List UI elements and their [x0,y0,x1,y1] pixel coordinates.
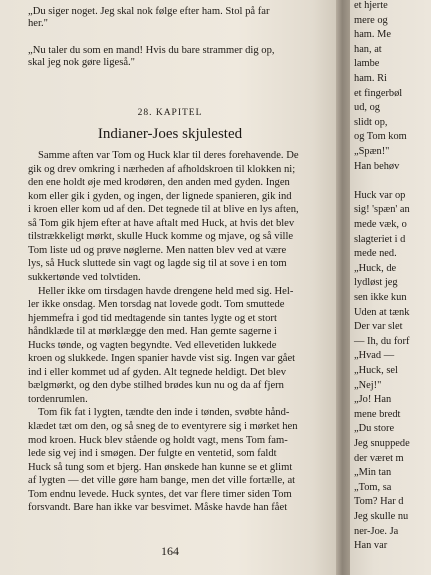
text-line: Hucks tønde, og vagten begyndte. Ved ellevetiden lukkede [28,339,277,351]
text-line: der været m [354,452,404,464]
text-line: ham. Me [354,29,391,41]
text-line: ner-Joe. Ja [354,525,399,537]
text-line: Huck så tung som et bjerg. Han ønskede han kunne se et glimt [28,461,293,473]
text-line: „Spæn!" [354,146,390,157]
page-number: 164 [161,544,179,558]
text-line: slidt op, [354,116,388,128]
text-line: et hjerte [354,0,388,11]
text-line: „Du siger noget. Jeg skal nok følge efter ham. Stol på far [28,6,270,17]
text-line: mere og [354,14,388,26]
text-line: klædet tæt om den, og så sneg de to eventyrere sig i mørket hen [28,421,298,432]
text-line: ham. Ri [354,73,387,84]
text-line: et fingerbøl [354,87,403,99]
text-line: Han var [354,540,388,552]
text-line: „Du store [354,423,395,435]
text-line: „Jo! Han [354,394,392,406]
text-line: Tom? Har d [354,496,404,508]
text-line: gik og drev omkring i nærheden af afholdskroen til klokken ni; [28,163,296,175]
text-line: ler ikke onsdag. Men torsdag nat lovede godt. Tom smuttede [28,299,285,311]
text-line: tordenrumlen. [28,393,88,405]
text-line: skal jeg nok gøre ligeså." [28,57,135,68]
text-line: bælgmørkt, og den dybe stilhed brødes kun nu og da af fjern [28,380,284,392]
text-line: sig! 'spæn' an [354,204,410,216]
text-line: forsvandt. Bare han ikke var besvimet. Måske havde han fået [28,502,288,514]
text-line: kroen og slukkede. Ingen spanier havde vist sig. Ingen var gået [28,353,296,365]
text-line: sukkertønde ved tolvtiden. [28,271,141,283]
text-line: her." [28,18,48,29]
text-line: ud, og [354,102,380,114]
text-line: „Tom, sa [354,481,392,493]
book-gutter [336,0,350,575]
text-line: „Nej!" [354,379,382,391]
text-line: Tom fik fat i lygten, tændte den inde i tønden, svøbte hånd- [38,407,290,419]
text-line: hjemmefra i god tid medtagende sin tantes lygte og et stort [28,312,277,324]
chapter-number: 28. KAPITEL [137,108,203,118]
text-line: han, at [354,43,382,55]
text-line: lambe [354,58,380,70]
text-line: slagteriet i d [354,233,406,245]
text-line: „Min tan [354,467,392,479]
text-line: af lygten — det ville gøre ham bange, men det ville fortælle, at [28,475,296,487]
text-line: ind i eller kommet ud af gyden. Alt tegnede heldigt. Det blev [28,366,287,378]
text-line: Han behøv [354,160,400,172]
text-line: Samme aften var Tom og Huck klar til deres forehavende. De [38,150,299,161]
text-line: „Huck, sel [354,365,398,376]
text-line: så Tom gik hjem efter at have aftalt med Huck, at hvis det blev [28,217,295,229]
text-line: sen ikke kun [354,292,407,303]
text-line: mod kroen. Huck blev stående og holdt vagt, mens Tom fam- [28,434,288,446]
text-line: Heller ikke om tirsdagen havde drengene held med sig. Hel- [38,285,294,297]
text-line: lys, så Huck sluttede sin vagt og lagde sig til at sove i en tom [28,258,287,270]
chapter-title: Indianer-Joes skjulested [97,126,243,142]
text-line: „Huck, de [354,262,397,274]
text-line: kom eller gik i gyden, og ingen, der lignede spanieren, gik ind [28,190,292,202]
text-line: håndklæde til at mørklægge den med. Han gemte sagerne i [28,326,277,338]
text-line: „Hvad — [354,350,395,362]
text-line: mene bredt [354,408,401,420]
text-line: Jeg snuppede [354,438,410,449]
text-line: Huck var op [354,189,406,201]
text-line: og Tom kom [354,131,407,143]
text-line: den ene holdt øje med krodøren, den anden med gyden. Ingen [28,177,290,189]
text-line: lydløst jeg [354,277,398,289]
text-line: — Ih, du forf [354,335,410,347]
right-page [350,0,431,575]
text-line: mede ned. [354,248,397,260]
text-line: lede sig vej ind i smøgen. Der fulgte en ventetid, som faldt [28,448,277,460]
text-line: i kroen eller kom ud af den. Det tegnede til at blive en lys aften, [28,204,299,216]
text-line: Tom liste ud og prøve nøglerne. Men natten blev ved at være [28,244,287,256]
text-line: Jeg skulle nu [354,511,409,522]
text-line: mede væk, o [354,219,407,230]
text-line: Der var slet [354,321,403,333]
text-line: tilstrækkeligt mørkt, skulle Huck komme og mjave, og så ville [28,231,294,243]
text-line: „Nu taler du som en mand! Hvis du bare strammer dig op, [28,45,275,56]
text-line: Uden at tænk [354,306,410,318]
text-line: Tom endnu levede. Huck syntes, det var flere timer siden Tom [28,488,292,500]
